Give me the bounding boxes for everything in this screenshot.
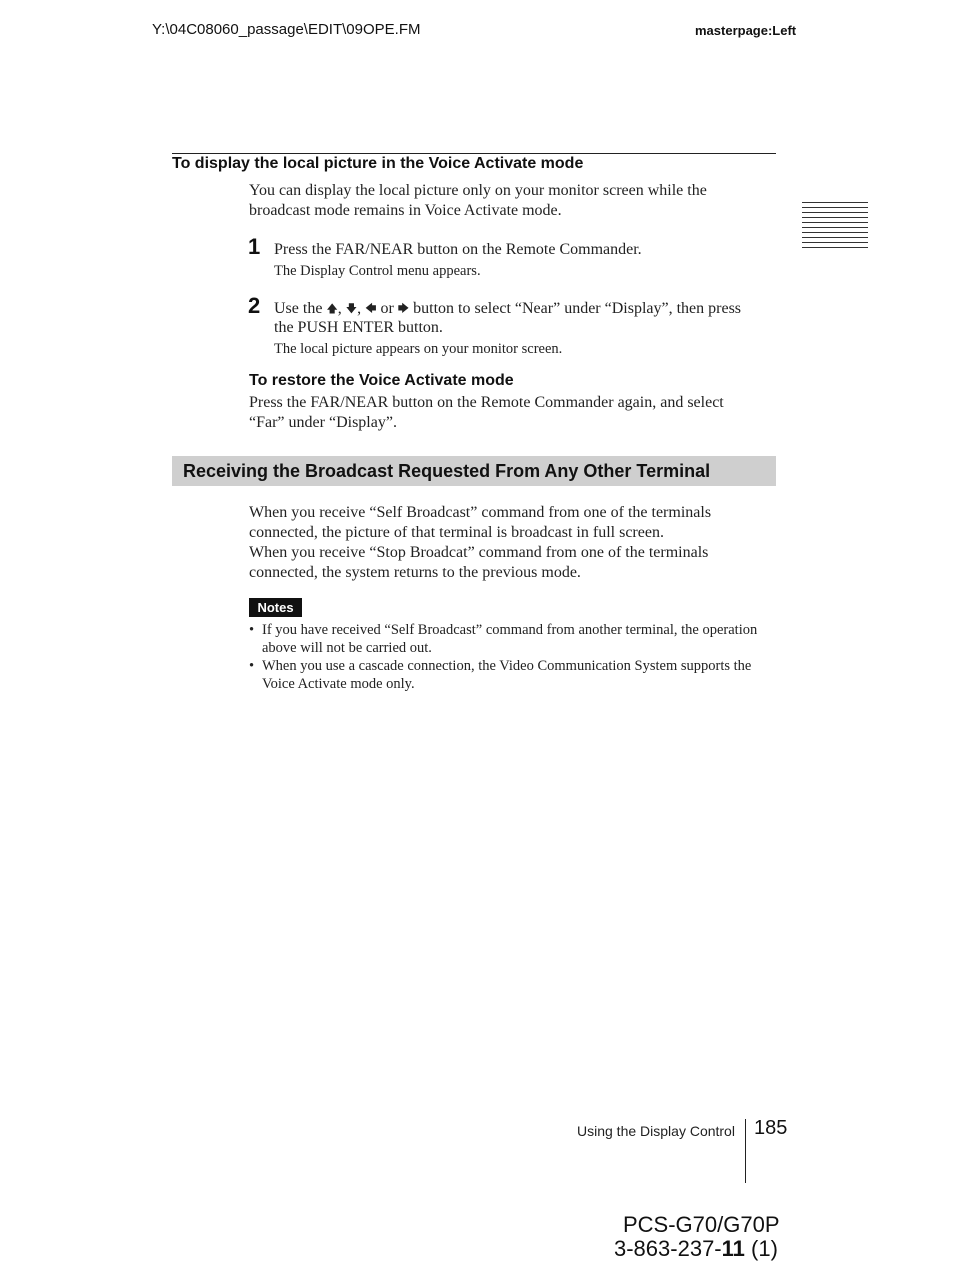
restore-heading: To restore the Voice Activate mode	[249, 372, 514, 389]
restore-paragraph	[249, 393, 779, 433]
part-number-prefix: 3-863-237-	[614, 1236, 722, 1261]
note-line: Voice Activate mode only.	[262, 676, 415, 692]
restore-line: Press the FAR/NEAR button on the Remote Commander again, and select	[249, 394, 724, 411]
restore-line: “Far” under “Display”.	[249, 414, 397, 431]
step-instruction-line: the PUSH ENTER button.	[274, 319, 443, 336]
left-arrow-icon: 🡄	[365, 302, 377, 315]
page-number: 185	[754, 1117, 788, 1139]
step-instruction: Press the FAR/NEAR button on the Remote Commander.	[274, 241, 642, 258]
step-number: 2	[248, 293, 261, 318]
receive-line: connected, the system returns to the previous mode.	[249, 564, 581, 581]
note-line: When you use a cascade connection, the Video Communication System supports the	[262, 658, 752, 674]
receive-line: When you receive “Stop Broadcat” command from one of the terminals	[249, 544, 709, 561]
step-text-suffix: button to select “Near” under “Display”, then press	[409, 300, 742, 317]
masterpage-label: masterpage:Left	[695, 23, 797, 38]
note-line: If you have received “Self Broadcast” command from another terminal, the operation	[262, 622, 758, 638]
model-number: PCS-G70/G70P	[623, 1212, 780, 1237]
footer-section-name: Using the Display Control	[577, 1123, 735, 1139]
bullet-icon: •	[249, 622, 255, 638]
file-path-header: Y:\04C08060_passage\EDIT\09OPE.FM	[152, 21, 421, 38]
step-number: 1	[248, 234, 261, 259]
intro-line: You can display the local picture only on your monitor screen while the	[249, 182, 707, 199]
part-number-revision: 11	[721, 1236, 745, 1261]
separator-text: ,	[337, 300, 346, 317]
note-line: above will not be carried out.	[262, 640, 432, 656]
receive-line: When you receive “Self Broadcast” command from one of the terminals	[249, 504, 712, 521]
intro-line: broadcast mode remains in Voice Activate mode.	[249, 202, 562, 219]
note-item	[249, 621, 779, 657]
step-result: The local picture appears on your monitor screen.	[274, 341, 563, 357]
bullet-icon: •	[249, 658, 255, 674]
step-instruction	[274, 299, 779, 337]
step-instruction-line	[274, 299, 779, 318]
separator-text: or	[376, 300, 398, 317]
footer-divider	[745, 1119, 746, 1183]
step-text-prefix: Use the	[274, 300, 327, 317]
section-heading-receiving-broadcast: Receiving the Broadcast Requested From Any Other Terminal	[183, 461, 711, 481]
note-item	[249, 657, 779, 693]
section-top-rule	[172, 153, 776, 154]
receive-paragraph	[249, 503, 779, 583]
subsection-heading-local-picture: To display the local picture in the Voice Activate mode	[172, 155, 584, 172]
step-result: The Display Control menu appears.	[274, 263, 481, 279]
separator-text: ,	[357, 300, 366, 317]
notes-badge: Notes	[249, 598, 302, 617]
intro-paragraph	[249, 181, 779, 221]
right-arrow-icon: 🡆	[397, 302, 410, 315]
down-arrow-icon: 🡇	[345, 302, 358, 315]
part-number-suffix: (1)	[744, 1236, 778, 1261]
part-number	[614, 1236, 778, 1262]
receive-line: connected, the picture of that terminal is broadcast in full screen.	[249, 524, 664, 541]
section-heading-bar	[172, 456, 776, 486]
up-arrow-icon: 🡅	[326, 302, 338, 315]
chapter-tab-marker	[802, 202, 868, 256]
